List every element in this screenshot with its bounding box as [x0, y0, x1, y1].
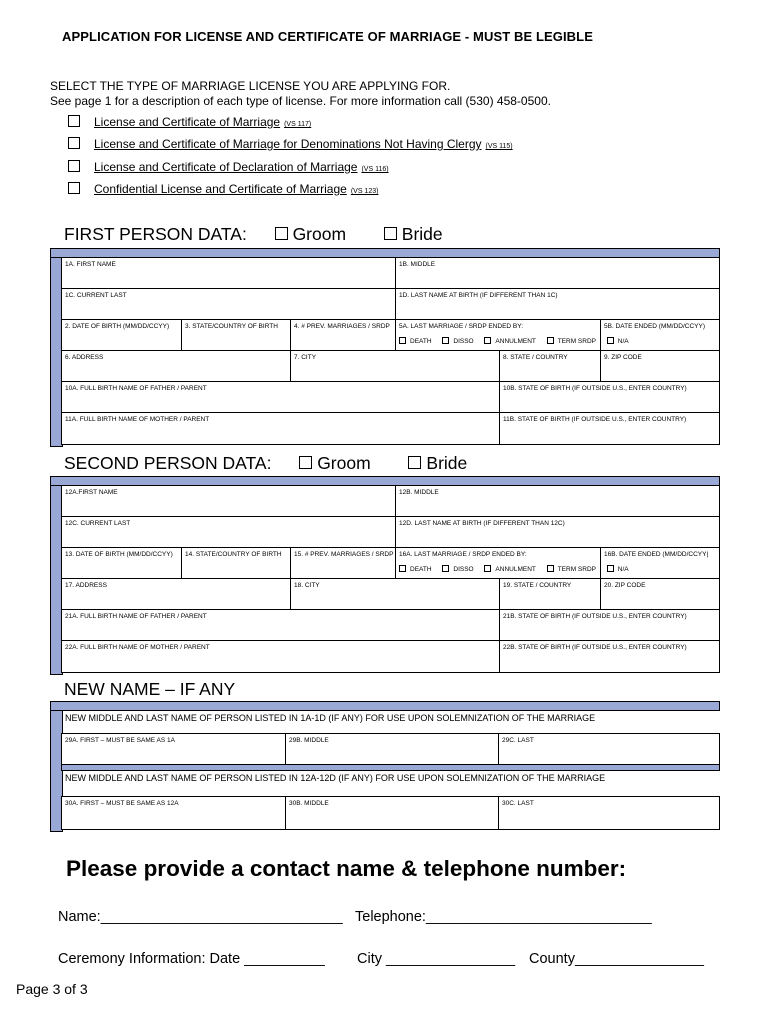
section-title: FIRST PERSON DATA: [64, 224, 247, 244]
field-10b-father-state[interactable]: 10B. STATE OF BIRTH (IF OUTSIDE U.S., ENTER COUNTRY) [499, 381, 720, 413]
field-22b-mother-state[interactable]: 22B. STATE OF BIRTH (IF OUTSIDE U.S., ENTER COUNTRY) [499, 640, 720, 673]
field-13-dob[interactable]: 13. DATE OF BIRTH (MM/DD/CCYY) [61, 547, 182, 579]
license-option-vs115[interactable] [68, 137, 513, 151]
new-name-row1-label: NEW MIDDLE AND LAST NAME OF PERSON LISTED IN 1A-1D (IF ANY) FOR USE UPON SOLEMNIZATION OF THE MARRIAGE [65, 713, 596, 723]
contact-name-field[interactable]: Name:______________________________ [58, 909, 343, 925]
option-label: License and Certificate of Declaration of Marriage [94, 160, 358, 174]
death-checkbox[interactable] [399, 565, 406, 572]
option-code: (VS 116) [361, 166, 389, 173]
contact-telephone-field[interactable]: Telephone:____________________________ [355, 909, 652, 925]
field-12b-middle[interactable]: 12B. MIDDLE [395, 485, 720, 517]
ceremony-city-field[interactable]: City ________________ [357, 951, 516, 967]
field-2-dob[interactable]: 2. DATE OF BIRTH (MM/DD/CCYY) [61, 319, 182, 351]
field-12a-first-name[interactable]: 12A.FIRST NAME [61, 485, 396, 517]
form-title: APPLICATION FOR LICENSE AND CERTIFICATE OF MARRIAGE - MUST BE LEGIBLE [62, 29, 593, 44]
term-srdp-checkbox[interactable] [547, 337, 554, 344]
field-5a-ended-by[interactable]: 5A. LAST MARRIAGE / SRDP ENDED BY: [395, 319, 601, 351]
section-band-top [50, 701, 720, 711]
checkbox[interactable] [68, 137, 80, 149]
section-title: SECOND PERSON DATA: [64, 453, 272, 473]
bride-checkbox[interactable] [408, 456, 421, 469]
na-label: N/A [617, 338, 629, 345]
new-name-row2-label: NEW MIDDLE AND LAST NAME OF PERSON LISTED IN 12A-12D (IF ANY) FOR USE UPON SOLEMNIZATION OF THE MARRIAGE [65, 773, 606, 783]
term-srdp-label: TERM SRDP [557, 338, 596, 345]
field-14-birth-state[interactable]: 14. STATE/COUNTRY OF BIRTH [181, 547, 291, 579]
field-9-zip[interactable]: 9. ZIP CODE [600, 350, 720, 382]
field-4-prev-marriages[interactable]: 4. # PREV. MARRIAGES / SRDP [290, 319, 396, 351]
field-6-address[interactable]: 6. ADDRESS [61, 350, 291, 382]
field-22a-mother-name[interactable]: 22A. FULL BIRTH NAME OF MOTHER / PARENT [61, 640, 500, 673]
field-21b-father-state[interactable]: 21B. STATE OF BIRTH (IF OUTSIDE U.S., ENTER COUNTRY) [499, 609, 720, 641]
na-checkbox[interactable] [607, 565, 614, 572]
annulment-label: ANNULMENT [495, 338, 536, 345]
field-29b-middle[interactable]: 29B. MIDDLE [285, 733, 499, 765]
instruction-line-2: See page 1 for a description of each type of license. For more information call (530) 458-0500. [50, 94, 551, 108]
instruction-line-1: SELECT THE TYPE OF MARRIAGE LICENSE YOU ARE APPLYING FOR. [50, 79, 451, 93]
checkbox[interactable] [68, 182, 80, 194]
ended-by-options [399, 565, 638, 573]
field-20-zip[interactable]: 20. ZIP CODE [600, 578, 720, 610]
field-18-city[interactable]: 18. CITY [290, 578, 500, 610]
first-person-heading [64, 224, 443, 245]
groom-label: Groom [317, 453, 371, 473]
field-1d-last-at-birth[interactable]: 1D. LAST NAME AT BIRTH (IF DIFFERENT THAN 1C) [395, 288, 720, 320]
field-30c-last[interactable]: 30C. LAST [498, 796, 720, 830]
new-name-heading: NEW NAME – IF ANY [64, 679, 236, 699]
bride-label: Bride [401, 224, 443, 244]
field-15-prev-marriages[interactable]: 15. # PREV. MARRIAGES / SRDP [290, 547, 396, 579]
field-19-state[interactable]: 19. STATE / COUNTRY [499, 578, 601, 610]
field-12c-current-last[interactable]: 12C. CURRENT LAST [61, 516, 396, 548]
groom-label: Groom [292, 224, 347, 244]
license-option-vs123[interactable] [68, 182, 378, 196]
second-person-heading [64, 453, 467, 474]
annulment-checkbox[interactable] [484, 337, 491, 344]
annulment-label: ANNULMENT [495, 566, 536, 573]
ended-by-options [399, 337, 638, 345]
death-checkbox[interactable] [399, 337, 406, 344]
option-code: (VS 115) [485, 143, 513, 150]
license-option-vs116[interactable] [68, 160, 389, 174]
field-30a-first[interactable]: 30A. FIRST – MUST BE SAME AS 12A [61, 796, 286, 830]
option-label: Confidential License and Certificate of Marriage [94, 182, 347, 196]
field-1a-first-name[interactable]: 1A. FIRST NAME [61, 257, 396, 289]
option-label: License and Certificate of Marriage for Denominations Not Having Clergy [94, 137, 482, 151]
ceremony-county-field[interactable]: County________________ [529, 951, 704, 967]
field-29c-last[interactable]: 29C. LAST [498, 733, 720, 765]
field-21a-father-name[interactable]: 21A. FULL BIRTH NAME OF FATHER / PARENT [61, 609, 500, 641]
field-16a-ended-by[interactable]: 16A. LAST MARRIAGE / SRDP ENDED BY: [395, 547, 601, 579]
checkbox[interactable] [68, 160, 80, 172]
option-code: (VS 117) [284, 121, 312, 128]
field-30b-middle[interactable]: 30B. MIDDLE [285, 796, 499, 830]
field-1b-middle[interactable]: 1B. MIDDLE [395, 257, 720, 289]
annulment-checkbox[interactable] [484, 565, 491, 572]
disso-label: DISSO [453, 338, 474, 345]
disso-checkbox[interactable] [442, 565, 449, 572]
field-11a-mother-name[interactable]: 11A. FULL BIRTH NAME OF MOTHER / PARENT [61, 412, 500, 445]
disso-checkbox[interactable] [442, 337, 449, 344]
disso-label: DISSO [453, 566, 474, 573]
bride-label: Bride [426, 453, 468, 473]
license-option-vs117[interactable] [68, 115, 311, 129]
field-8-state[interactable]: 8. STATE / COUNTRY [499, 350, 601, 382]
term-srdp-checkbox[interactable] [547, 565, 554, 572]
term-srdp-label: TERM SRDP [557, 566, 596, 573]
groom-checkbox[interactable] [299, 456, 312, 469]
field-29a-first[interactable]: 29A. FIRST – MUST BE SAME AS 1A [61, 733, 286, 765]
na-checkbox[interactable] [607, 337, 614, 344]
field-12d-last-at-birth[interactable]: 12D. LAST NAME AT BIRTH (IF DIFFERENT THAN 12C) [395, 516, 720, 548]
field-5b-date-ended[interactable]: 5B. DATE ENDED (MM/DD/CCYY) [600, 319, 720, 351]
field-16b-date-ended[interactable]: 16B. DATE ENDED (MM/DD/CCYY| [600, 547, 720, 579]
bride-checkbox[interactable] [384, 227, 397, 240]
option-code: (VS 123) [350, 188, 379, 195]
field-10a-father-name[interactable]: 10A. FULL BIRTH NAME OF FATHER / PARENT [61, 381, 500, 413]
page-number: Page 3 of 3 [16, 981, 88, 997]
field-17-address[interactable]: 17. ADDRESS [61, 578, 291, 610]
checkbox[interactable] [68, 115, 80, 127]
option-label: License and Certificate of Marriage [94, 115, 281, 129]
field-1c-current-last[interactable]: 1C. CURRENT LAST [61, 288, 396, 320]
field-7-city[interactable]: 7. CITY [290, 350, 500, 382]
contact-heading: Please provide a contact name & telephone number: [66, 856, 627, 881]
field-3-birth-state[interactable]: 3. STATE/COUNTRY OF BIRTH [181, 319, 291, 351]
section-band-divider [61, 764, 720, 771]
na-label: N/A [617, 566, 629, 573]
field-11b-mother-state[interactable]: 11B. STATE OF BIRTH (IF OUTSIDE U.S., ENTER COUNTRY) [499, 412, 720, 445]
groom-checkbox[interactable] [275, 227, 288, 240]
ceremony-date-field[interactable]: Ceremony Information: Date __________ [58, 951, 325, 967]
death-label: DEATH [410, 566, 432, 573]
death-label: DEATH [410, 338, 432, 345]
